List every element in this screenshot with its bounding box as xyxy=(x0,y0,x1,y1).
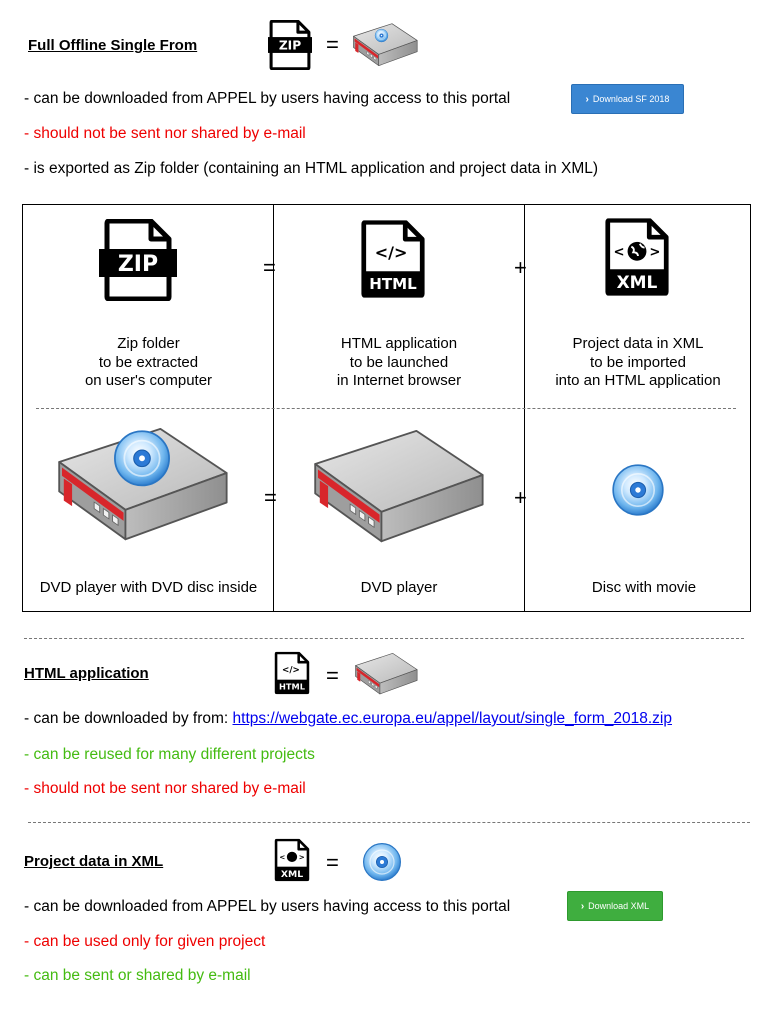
dvd-player-with-disc-icon xyxy=(50,424,234,546)
download-sf-2018-button[interactable] xyxy=(571,84,684,114)
zip-badge: ZIP xyxy=(278,38,302,53)
html-badge: HTML xyxy=(369,275,417,294)
full-offline-heading: Full Offline Single From xyxy=(28,37,198,54)
html-line-2: - can be reused for many different projects xyxy=(24,746,315,763)
svg-text:>: > xyxy=(298,852,305,862)
full-line-2: - should not be sent nor shared by e-mail xyxy=(24,125,306,142)
table-equals-top: = xyxy=(263,255,276,280)
svg-text:</>: </> xyxy=(282,665,300,676)
zip-file-icon xyxy=(98,219,178,301)
single-form-zip-link[interactable]: https://webgate.ec.europa.eu/appel/layout/single_form_2018.zip xyxy=(232,710,672,727)
dvd-player-with-disc-icon xyxy=(350,22,420,68)
svg-text:<: < xyxy=(613,245,625,261)
xml-line-1: - can be downloaded from APPEL by users having access to this portal xyxy=(24,898,511,915)
full-line-3: - is exported as Zip folder (containing an HTML application and project data in XML) xyxy=(24,160,599,177)
dvd-player-icon xyxy=(352,652,420,696)
equals-sign: = xyxy=(326,850,339,875)
table-plus-top: + xyxy=(514,255,527,280)
table-cell-dvd-disc-text: DVD player with DVD disc inside xyxy=(39,579,258,596)
zip-file-icon xyxy=(268,20,312,70)
html-file-icon xyxy=(360,219,426,299)
table-cell-xml-text: Project data in XML to be imported into an HTML application xyxy=(555,335,721,389)
html-line-1: - can be downloaded by from: https://webgate.ec.europa.eu/appel/layout/single_form_2018.zip xyxy=(24,710,672,727)
equals-sign: = xyxy=(326,663,339,688)
project-data-xml-heading: Project data in XML xyxy=(24,853,164,870)
zip-badge: ZIP xyxy=(117,252,159,277)
html-file-icon xyxy=(274,651,310,695)
code-brackets-icon: </> xyxy=(374,243,408,263)
svg-text:<: < xyxy=(279,852,286,862)
table-plus-bottom: + xyxy=(514,485,527,510)
download-sf-label: Download SF 2018 xyxy=(592,94,670,104)
chevron-right-icon: › xyxy=(580,900,585,912)
section-separator-2 xyxy=(28,822,750,823)
xml-badge: XML xyxy=(280,868,304,880)
xml-line-3: - can be sent or shared by e-mail xyxy=(24,967,251,984)
xml-file-icon xyxy=(604,216,670,298)
html-application-heading: HTML application xyxy=(24,665,149,682)
xml-badge: XML xyxy=(616,273,658,294)
equals-sign: = xyxy=(326,32,339,57)
download-xml-button[interactable] xyxy=(567,891,663,921)
xml-file-icon xyxy=(274,838,310,882)
dvd-player-icon xyxy=(306,426,490,548)
full-line-1: - can be downloaded from APPEL by users having access to this portal xyxy=(24,90,511,107)
disc-icon xyxy=(362,842,402,882)
table-cell-zip-text: Zip folder to be extracted on user's computer xyxy=(84,335,213,389)
html-badge: HTML xyxy=(279,681,305,692)
table-cell-dvd-player-text: DVD player xyxy=(360,579,438,596)
section-separator-1 xyxy=(24,638,744,639)
download-xml-label: Download XML xyxy=(588,901,650,911)
xml-line-2: - can be used only for given project xyxy=(24,933,266,950)
table-dashed-separator xyxy=(36,408,736,409)
svg-text:>: > xyxy=(649,245,661,261)
table-cell-disc-text: Disc with movie xyxy=(591,579,697,596)
table-cell-html-text: HTML application to be launched in Internet browser xyxy=(336,335,462,389)
html-line-3: - should not be sent nor shared by e-mail xyxy=(24,780,306,797)
chevron-right-icon: › xyxy=(585,93,589,105)
table-equals-bottom: = xyxy=(264,485,277,510)
disc-icon xyxy=(611,463,665,517)
